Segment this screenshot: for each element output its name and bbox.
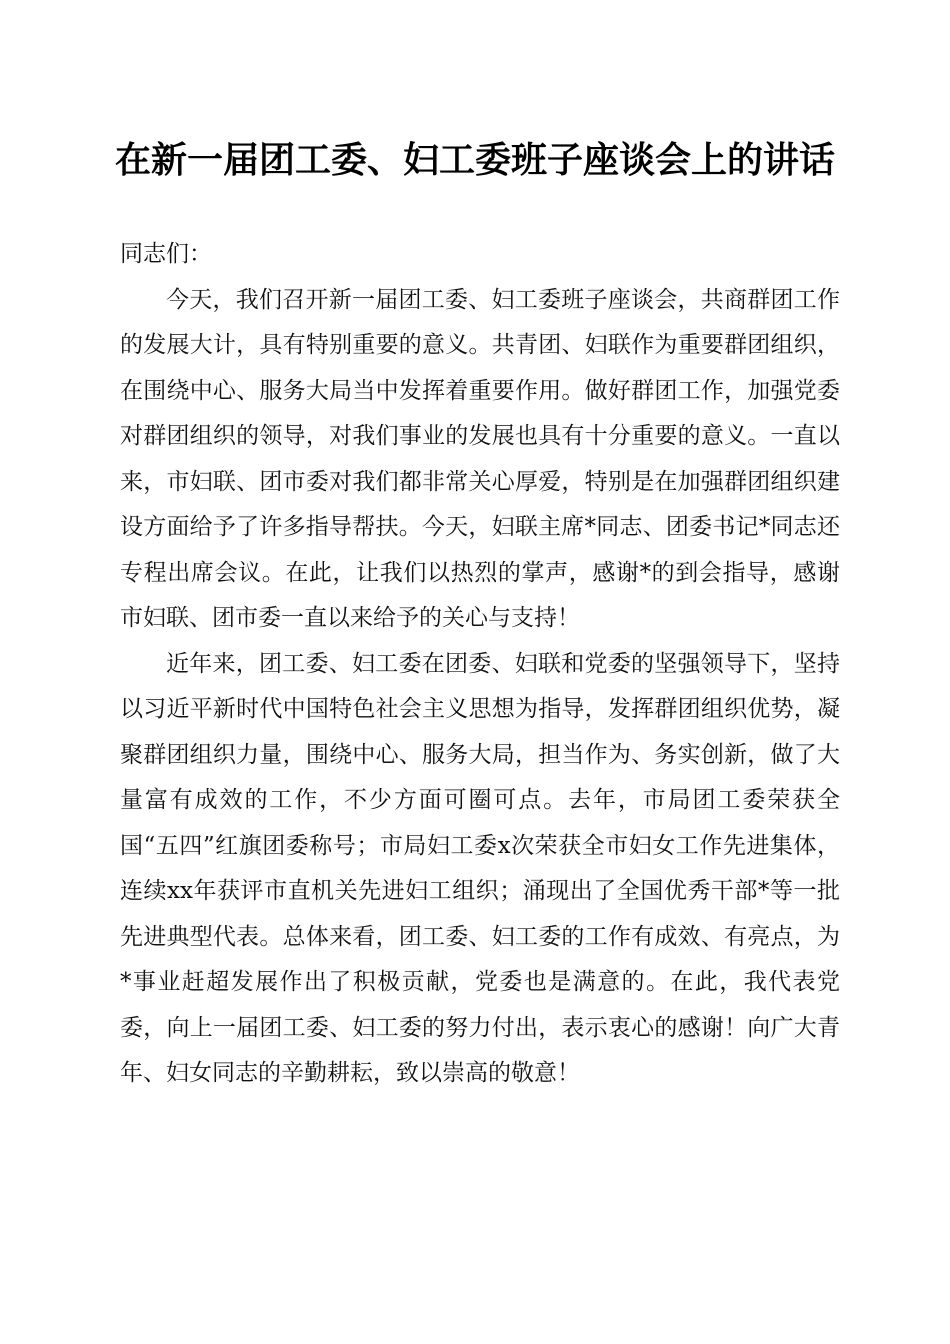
document-title: 在新一届团工委、妇工委班子座谈会上的讲话	[114, 139, 835, 181]
salutation: 同志们：	[120, 241, 212, 267]
paragraph-1: 今天，我们召开新一届团工委、妇工委班子座谈会，共商群团工作的发展大计，具有特别重要的意义。共青团、妇联作为重要群团组织，在围绕中心、服务大局当中发挥着重要作用。做好群团工作，加强党委对群团组织的领导，对我们事业的发展也具有十分重要的意义。一直以来，市妇联、团市委对我们都非常关心厚爱，特别是在加强群团组织建设方面给予了许多指导帮扶。今天，妇联主席*同志、团委书记*同志还专程出席会议。在此，让我们以热烈的掌声，感谢*的到会指导，感谢市妇联、团市委一直以来给予的关心与支持！	[120, 286, 840, 631]
paragraph-2: 近年来，团工委、妇工委在团委、妇联和党委的坚强领导下，坚持以习近平新时代中国特色社会主义思想为指导，发挥群团组织优势，凝聚群团组织力量，围绕中心、服务大局，担当作为、务实创新，做了大量富有成效的工作，不少方面可圈可点。去年，市局团工委荣获全国“五四”红旗团委称号；市局妇工委x次荣获全市妇女工作先进集体，连续xx年获评市直机关先进妇工组织；涌现出了全国优秀干部*等一批先进典型代表。总体来看，团工委、妇工委的工作有成效、有亮点，为*事业赶超发展作出了积极贡献，党委也是满意的。在此，我代表党委，向上一届团工委、妇工委的努力付出，表示衷心的感谢！向广大青年、妇女同志的辛勤耕耘，致以崇高的敬意！	[120, 650, 840, 1086]
document-body	[120, 232, 840, 1097]
